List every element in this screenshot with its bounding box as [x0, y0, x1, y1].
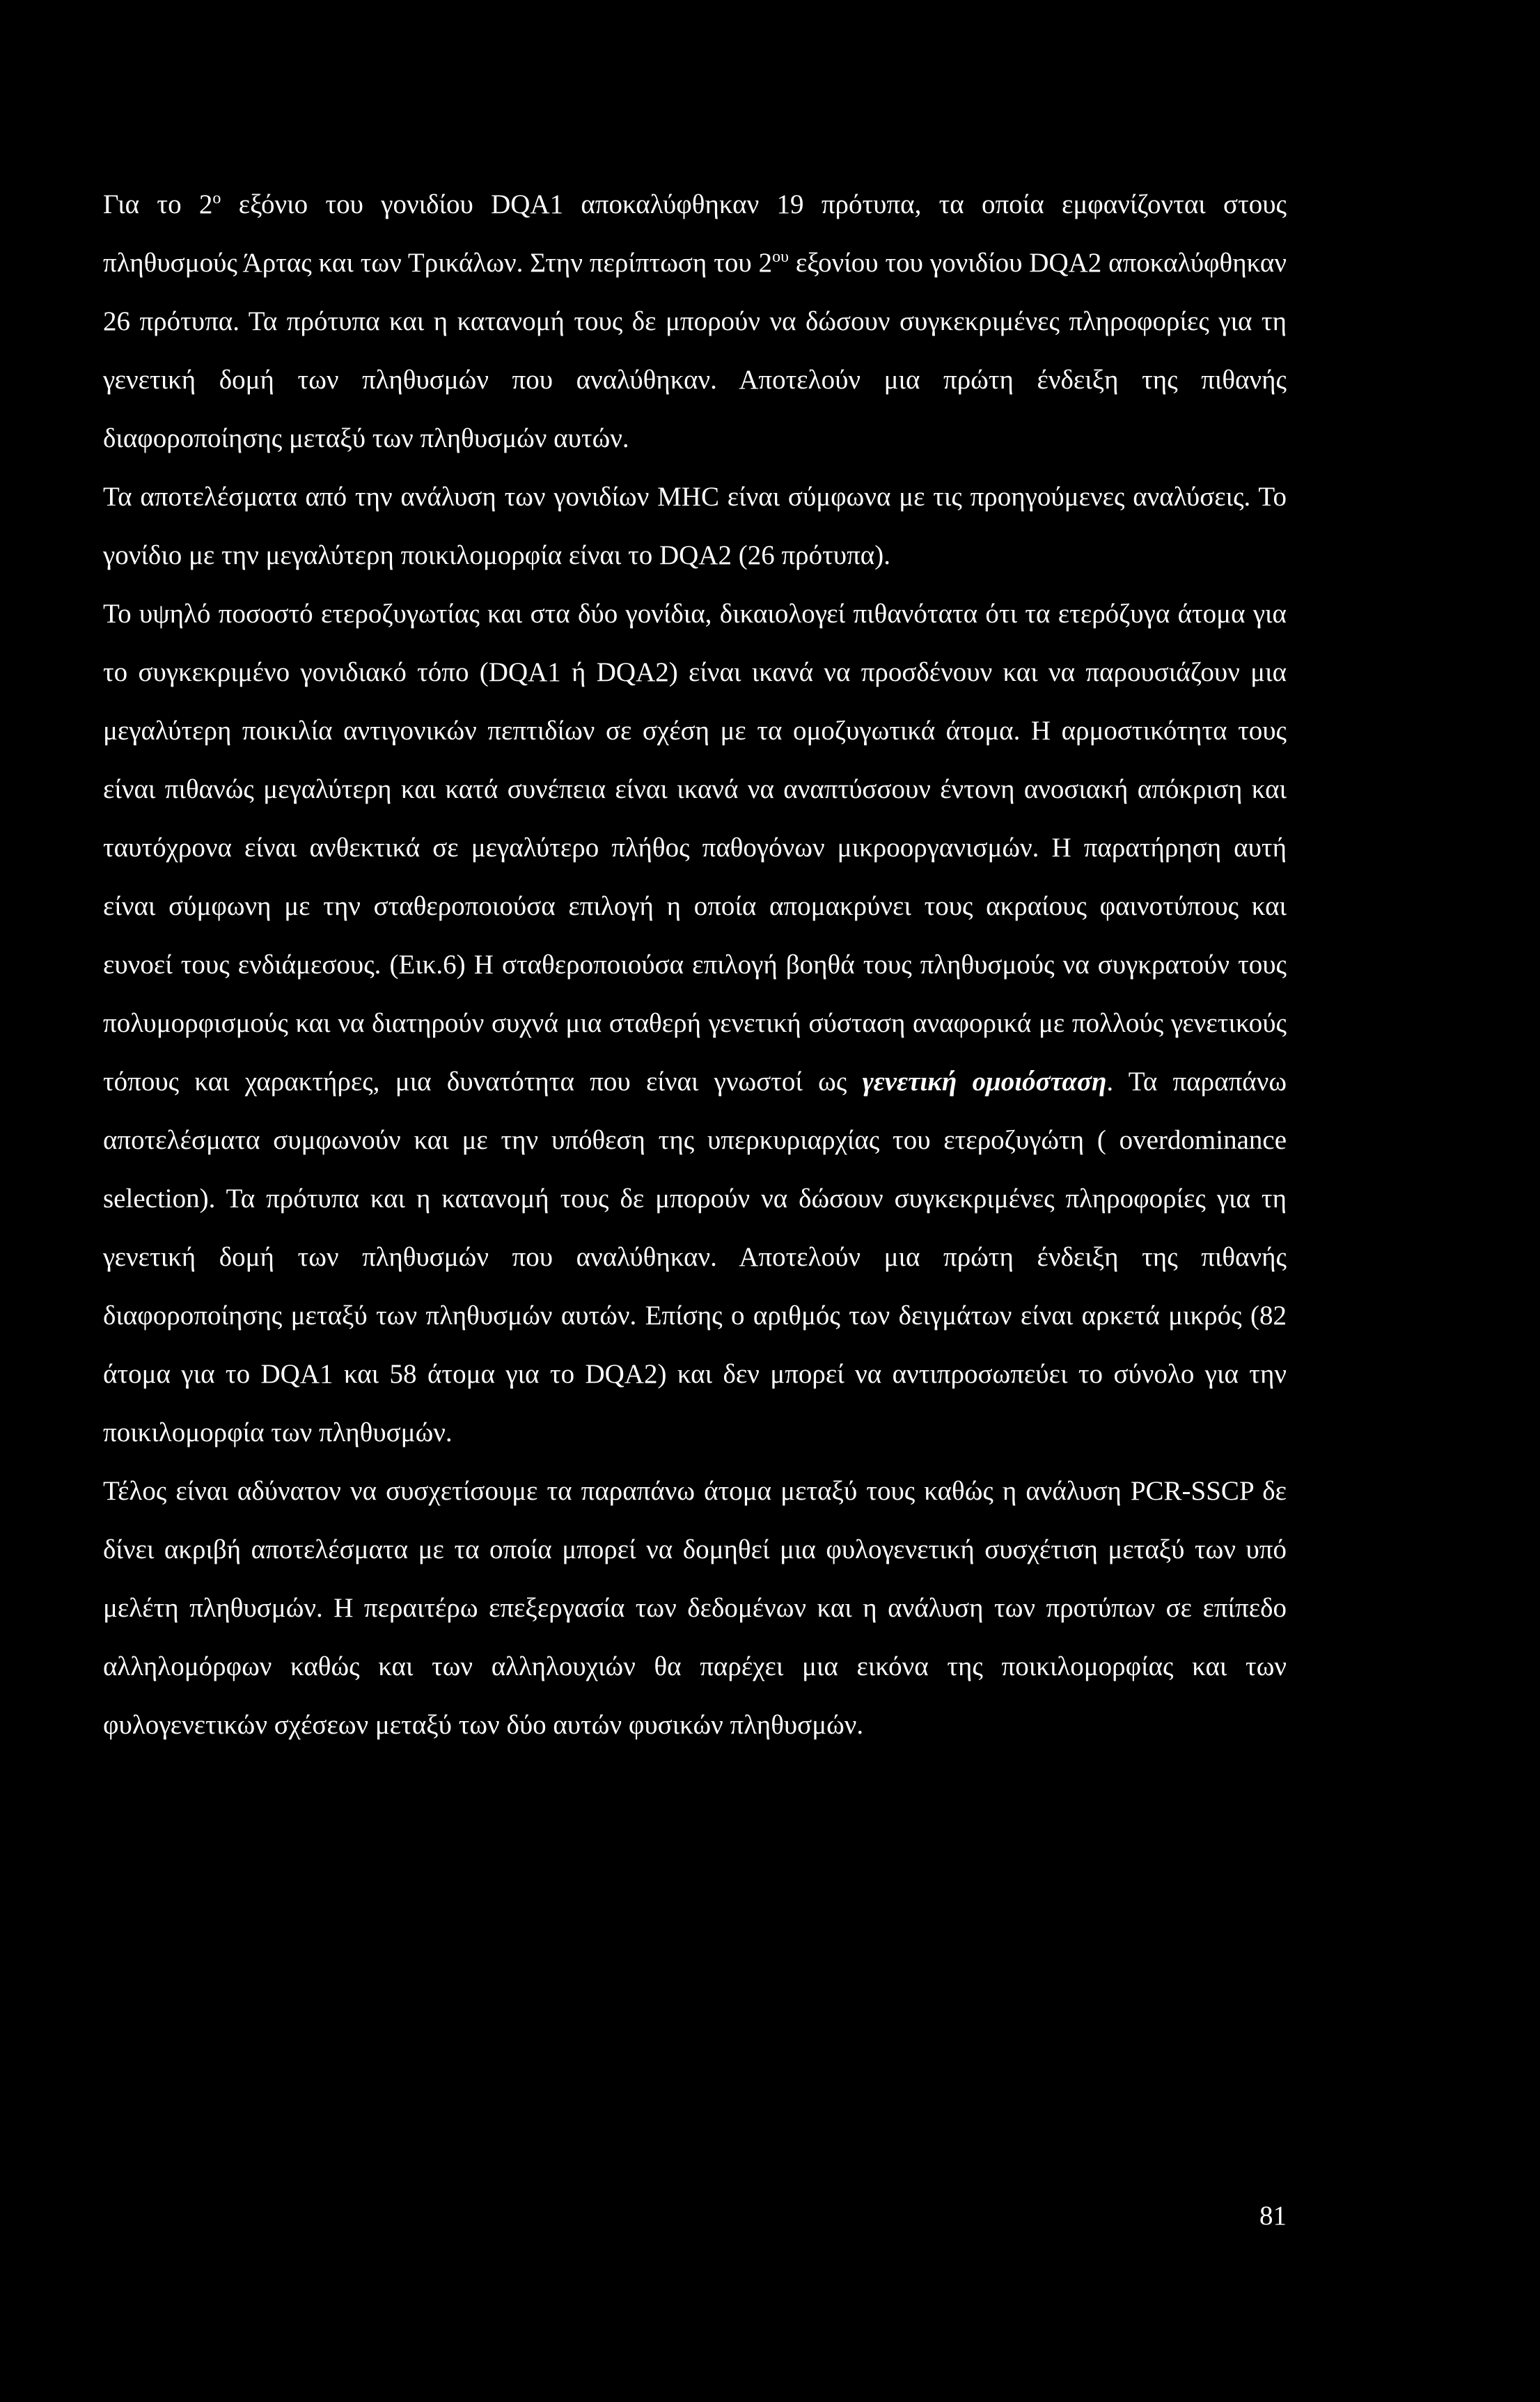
paragraph-text: Το υψηλό ποσοστό ετεροζυγωτίας και στα δύο γονίδια, δικαιολογεί πιθανότατα ότι τα ετερόζυγα άτομα για το συγκεκριμένο γονιδιακό τόπο (DQA1 ή DQA2) είναι ικανά να προσδένουν και να παρουσιάζουν μια μεγαλύτερη ποικιλία αντιγονικών πεπτιδίων σε σχέση με τα ομοζυγωτικά άτομα. Η αρμοστικότητα τους είναι πιθανώς μεγαλύτερη και κατά συνέπεια είναι ικανά να αναπτύσσουν έντονη ανοσιακή απόκριση και ταυτόχρονα είναι ανθεκτικά σε μεγαλύτερο πλήθος παθογόνων μικροοργανισμών. Η παρατήρηση αυτή είναι σύμφωνη με την σταθεροποιούσα επιλογή η οποία απομακρύνει τους ακραίους φαινοτύπους και ευνοεί τους ενδιάμεσους. (Εικ.6) Η σταθεροποιούσα επιλογή βοηθά τους πληθυσμούς να συγκρατούν τους πολυμορφισμούς και να διατηρούν συχνά μια σταθερή γενετική σύσταση αναφορικά με πολλούς γενετικούς τόπους και χαρακτήρες, μια δυνατότητα που είναι γνωστοί ως [103, 599, 1287, 1097]
paragraph-text: εξονίου του γονιδίου DQA2 αποκαλύφθηκαν 26 πρότυπα. Τα πρότυπα και η κατανομή τους δε μπορούν να δώσουν συγκεκριμένες πληροφορίες για τη γενετική δομή των πληθυσμών που αναλύθηκαν. Αποτελούν μια πρώτη ένδειξη της πιθανής διαφοροποίησης μεταξύ των πληθυσμών αυτών. [103, 248, 1287, 453]
paragraph-text: . Τα παραπάνω αποτελέσματα συμφωνούν και με την υπόθεση της υπερκυριαρχίας του ετεροζυγώτη ( overdominance selection). Τα πρότυπα και η κατανομή τους δε μπορούν να δώσουν συγκεκριμένες πληροφορίες για τη γενετική δομή των πληθυσμών που αναλύθηκαν. Αποτελούν μια πρώτη ένδειξη της πιθανής διαφοροποίησης μεταξύ των πληθυσμών αυτών. Επίσης ο αριθμός των δειγμάτων είναι αρκετά μικρός (82 άτομα για το DQA1 και 58 άτομα για το DQA2) και δεν μπορεί να αντιπροσωπεύει το σύνολο για την ποικιλομορφία των πληθυσμών. [103, 1067, 1287, 1447]
superscript: ου [772, 248, 789, 266]
paragraph-conclusion: Τέλος είναι αδύνατον να συσχετίσουμε τα παραπάνω άτομα μεταξύ τους καθώς η ανάλυση PCR-SSCP δε δίνει ακριβή αποτελέσματα με τα οποία μπορεί να δομηθεί μια φυλογενετική συσχέτιση μεταξύ των υπό μελέτη πληθυσμών. Η περαιτέρω επεξεργασία των δεδομένων και η ανάλυση των προτύπων σε επίπεδο αλληλομόρφων καθώς και των αλληλουχιών θα παρέχει μια εικόνα της ποικιλομορφίας και των φυλογενετικών σχέσεων μεταξύ των δύο αυτών φυσικών πληθυσμών. [103, 1476, 1287, 1740]
paragraph-heterozygosity [103, 585, 1287, 1462]
superscript: ο [212, 189, 221, 207]
paragraph-mhc-results: Τα αποτελέσματα από την ανάλυση των γονιδίων MHC είναι σύμφωνα με τις προηγούμενες αναλύσεις. Το γονίδιο με την μεγαλύτερη ποικιλομορφία είναι το DQA2 (26 πρότυπα). [103, 482, 1287, 570]
page-number: 81 [1259, 2201, 1287, 2231]
paragraph-text: εξόνιο του γονιδίου DQA1 αποκαλύφθηκαν 19 πρότυπα, τα οποία εμφανίζονται στους πληθυσμούς Άρτας και των Τρικάλων. Στην περίπτωση του 2 [103, 189, 1287, 278]
paragraph-text: Για το 2 [103, 189, 213, 219]
body-text [103, 175, 1287, 1755]
paragraph-exon-results [103, 175, 1287, 468]
emphasized-term: γενετική ομοιόσταση [862, 1067, 1107, 1097]
